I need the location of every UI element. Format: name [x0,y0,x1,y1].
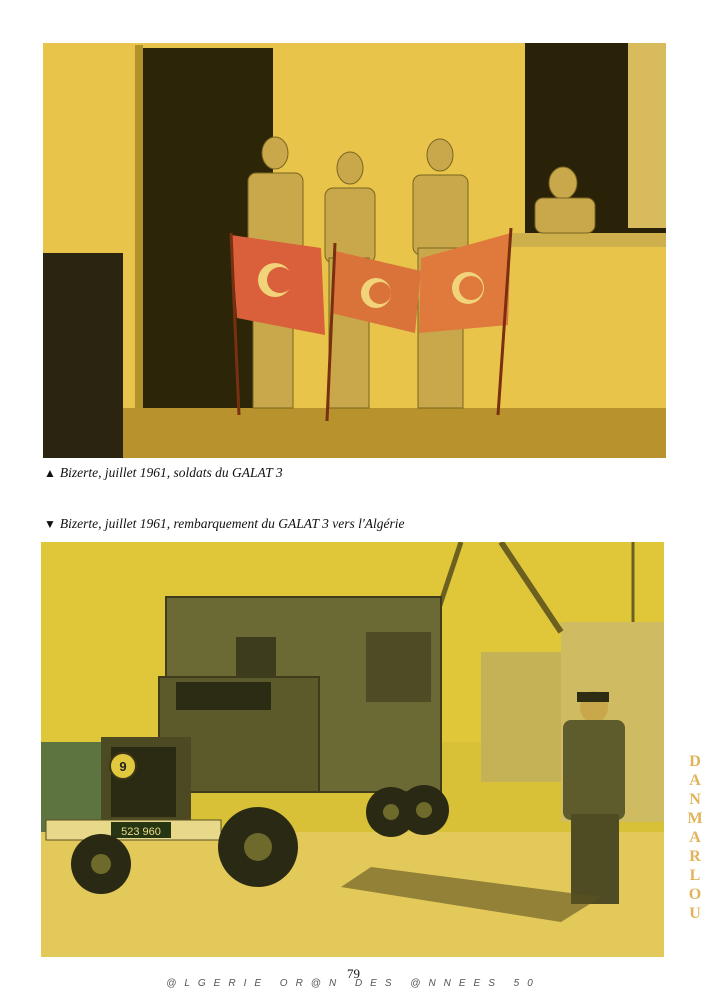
page-number: 79 [347,966,360,981]
caption-top [44,465,283,481]
caption-bottom-text: Bizerte, juillet 1961, rembarquement du GALAT 3 vers l'Algérie [59,516,405,531]
footer-title: @LGERIE OR@N DES @NNEES 50 [166,978,541,989]
caption-top-text: Bizerte, juillet 1961, soldats du GALAT 3 [59,465,283,480]
side-title: DANMARLOU [687,753,703,922]
photo-soldiers-flags [43,43,666,458]
photo-truck-embarkation [41,542,664,957]
truck-badge: 9 [119,759,127,774]
down-triangle-icon: ▼ [44,517,56,531]
up-triangle-icon: ▲ [44,466,56,480]
caption-bottom [44,516,404,532]
truck-plate: 523 960 [121,826,161,838]
